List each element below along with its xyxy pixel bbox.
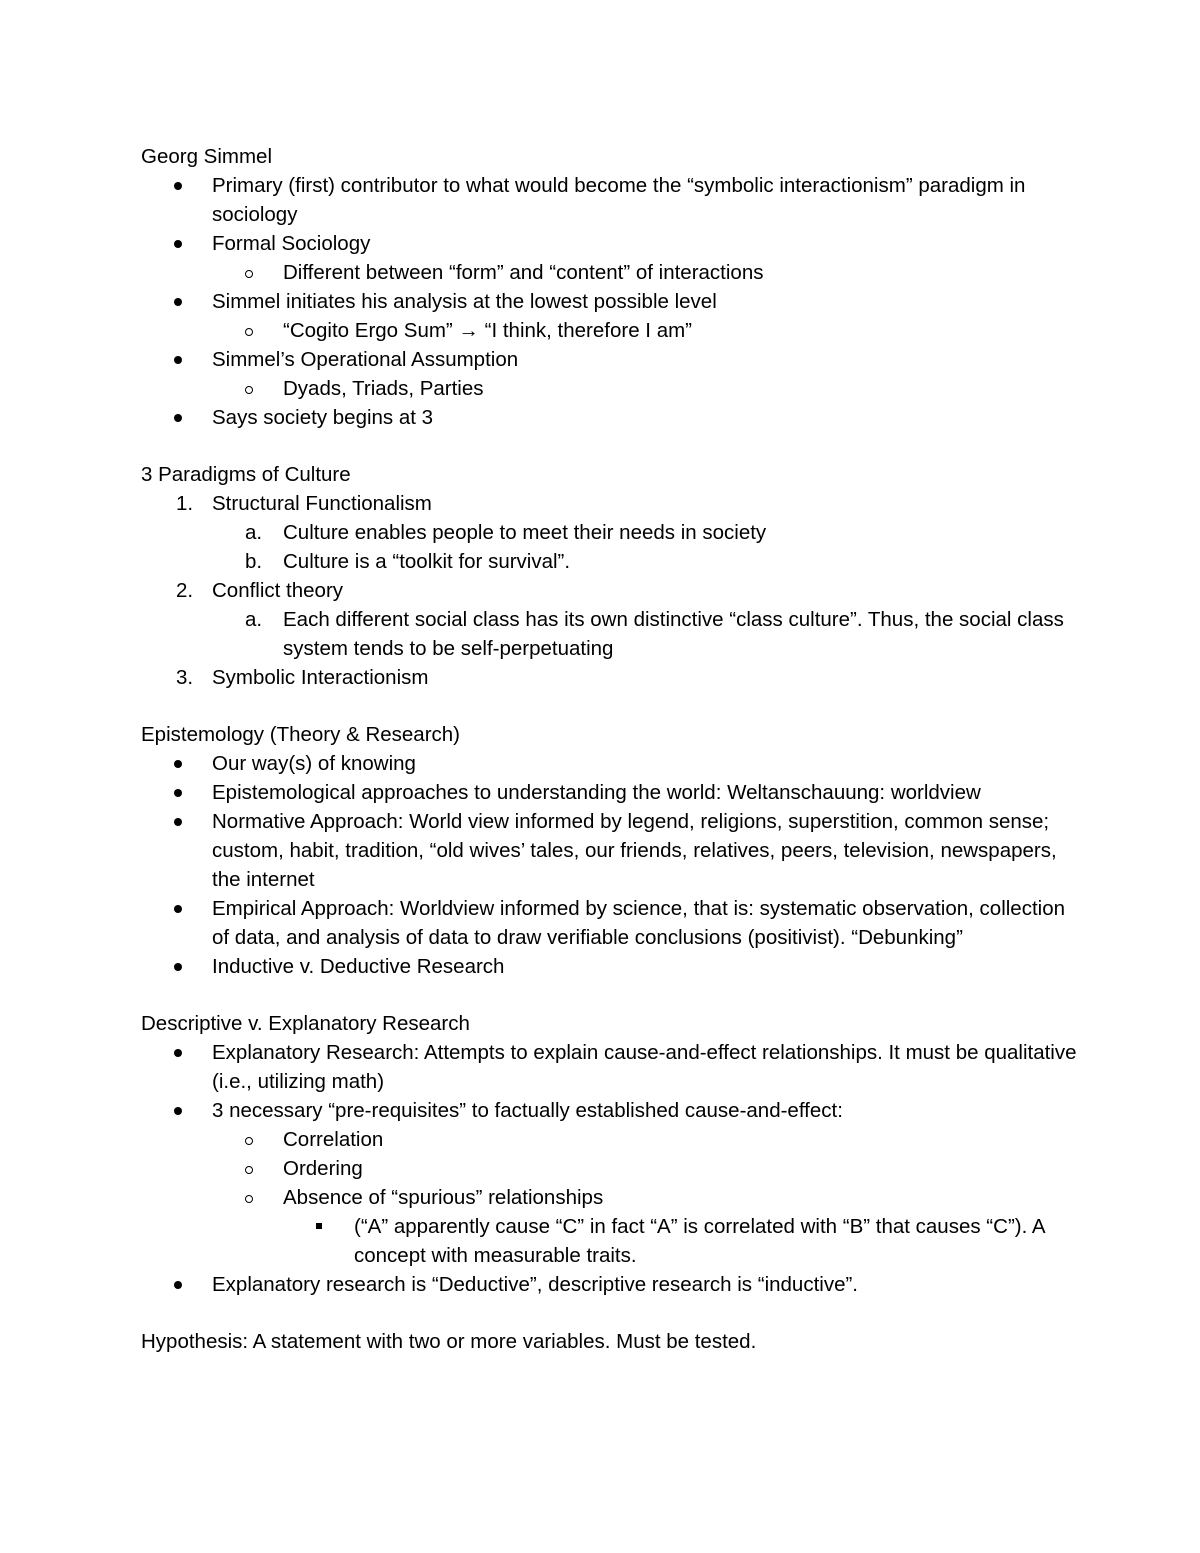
section-heading: Epistemology (Theory & Research) xyxy=(141,723,461,746)
section-heading: 3 Paradigms of Culture xyxy=(141,463,351,486)
list-item: 2. Conflict theory xyxy=(141,576,1080,605)
hypothesis-line: Hypothesis: A statement with two or more variables. Must be tested. xyxy=(141,1330,757,1353)
list-item: Our way(s) of knowing xyxy=(212,752,416,775)
list-item: Simmel initiates his analysis at the lowest possible level xyxy=(212,290,717,313)
list-item: Explanatory research is “Deductive”, descriptive research is “inductive”. xyxy=(212,1273,859,1296)
list-item: Says society begins at 3 xyxy=(212,406,434,429)
bullet-list xyxy=(141,171,1080,432)
list-item: Formal Sociology xyxy=(212,232,371,255)
list-number: 3. xyxy=(176,666,194,689)
list-number: 2. xyxy=(176,579,194,602)
list-item: Empirical Approach: Worldview informed by science, that is: systematic observation, collection of data, and analysis of data to draw verifiable conclusions (positivist). “Debunking” xyxy=(212,897,1066,949)
bullet-list xyxy=(141,749,1080,981)
list-item: Normative Approach: World view informed by legend, religions, superstition, common sense; custom, habit, tradition, “old wives’ tales, our friends, relatives, peers, television, newspapers, the internet xyxy=(212,810,1057,891)
section-georg-simmel xyxy=(141,142,1080,432)
list-number: 1. xyxy=(176,492,194,515)
bullet-list xyxy=(141,1038,1080,1299)
list-item: Primary (first) contributor to what would become the “symbolic interactionism” paradigm in sociology xyxy=(212,174,1026,226)
section-descriptive-explanatory xyxy=(141,1009,1080,1299)
section-hypothesis xyxy=(141,1327,1080,1356)
list-item: (“A” apparently cause “C” in fact “A” is correlated with “B” that causes “C”). A concept with measurable traits. xyxy=(354,1215,1045,1267)
list-item: Simmel’s Operational Assumption xyxy=(212,348,519,371)
list-item: Correlation xyxy=(283,1128,384,1151)
list-letter: b. xyxy=(245,550,263,573)
list-item: 3. Symbolic Interactionism xyxy=(141,663,1080,692)
list-letter: a. xyxy=(245,521,263,544)
list-item: Different between “form” and “content” of interactions xyxy=(283,261,764,284)
list-item: Dyads, Triads, Parties xyxy=(283,377,484,400)
section-heading: Georg Simmel xyxy=(141,145,273,168)
list-item: Ordering xyxy=(283,1157,363,1180)
list-item: Absence of “spurious” relationships xyxy=(283,1186,604,1209)
numbered-list xyxy=(141,489,1080,692)
list-item: a. Culture enables people to meet their needs in society xyxy=(141,518,1080,547)
section-epistemology xyxy=(141,720,1080,981)
section-heading: Descriptive v. Explanatory Research xyxy=(141,1012,470,1035)
list-item: Explanatory Research: Attempts to explain cause-and-effect relationships. It must be qualitative (i.e., utilizing math) xyxy=(212,1041,1077,1093)
list-letter: a. xyxy=(245,608,263,631)
section-paradigms-of-culture xyxy=(141,460,1080,692)
list-item: b. Culture is a “toolkit for survival”. xyxy=(141,547,1080,576)
list-item: 1. Structural Functionalism xyxy=(141,489,1080,518)
list-item: a. Each different social class has its own distinctive “class culture”. Thus, the social class system tends to be self-perpetuating xyxy=(141,605,1080,663)
list-item: “Cogito Ergo Sum” → “I think, therefore I am” xyxy=(283,319,692,342)
list-item: Epistemological approaches to understanding the world: Weltanschauung: worldview xyxy=(212,781,981,804)
list-item: 3 necessary “pre-requisites” to factually established cause-and-effect: xyxy=(212,1099,843,1122)
list-item: Inductive v. Deductive Research xyxy=(212,955,505,978)
